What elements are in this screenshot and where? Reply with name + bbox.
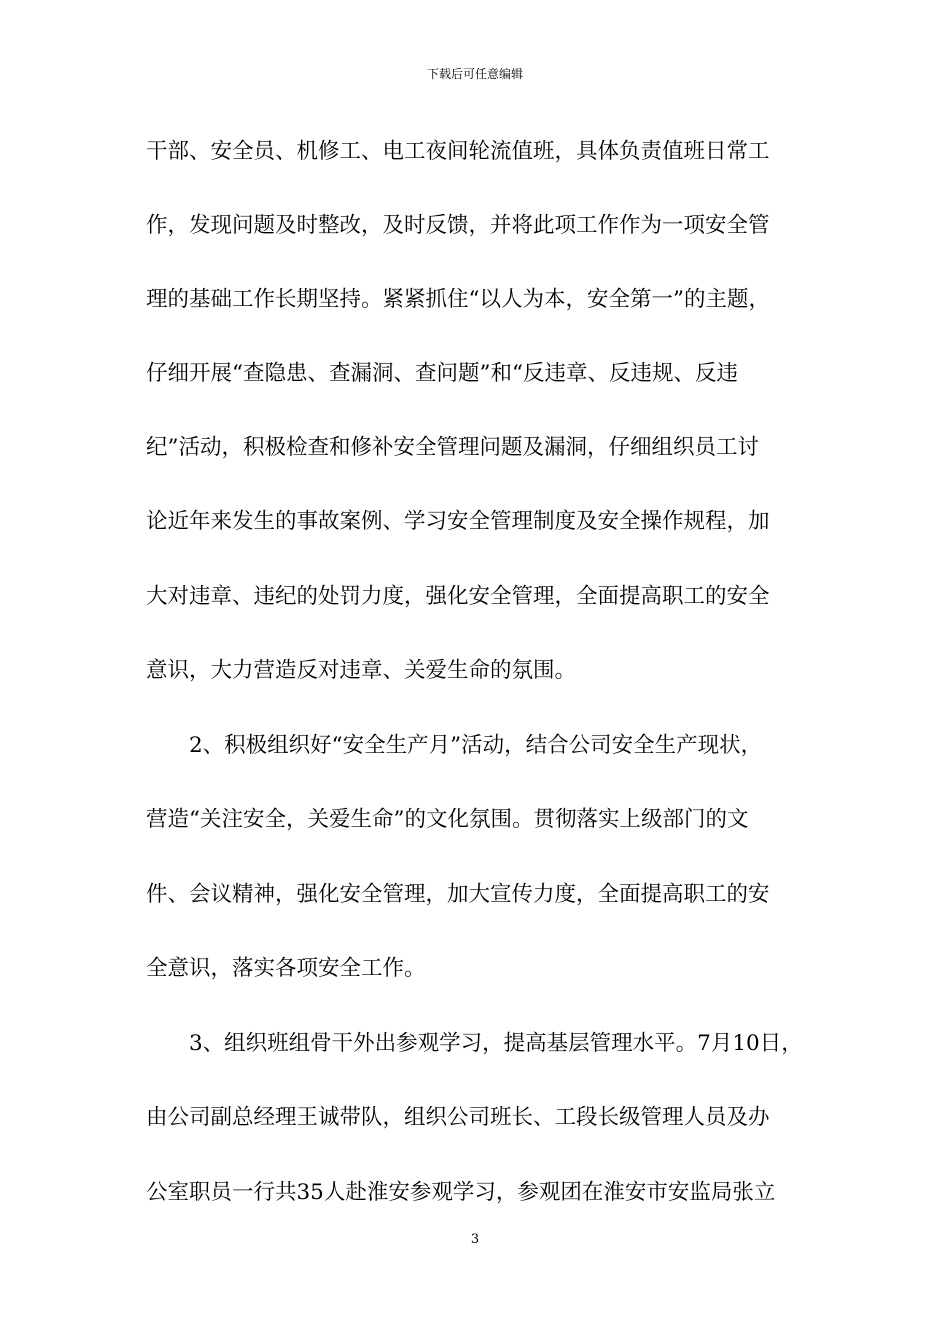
body-line: 纪”活动，积极检查和修补安全管理问题及漏洞，仔细组织员工讨 bbox=[146, 435, 759, 460]
body-line: 件、会议精神，强化安全管理，加大宣传力度，全面提高职工的安 bbox=[146, 882, 770, 907]
page-header: 下载后可任意编辑 bbox=[426, 67, 523, 81]
page-number: 3 bbox=[470, 1232, 480, 1247]
body-line: 大对违章、违纪的处罚力度，强化安全管理，全面提高职工的安全 bbox=[146, 584, 770, 609]
body-line: 论近年来发生的事故案例、学习安全管理制度及安全操作规程，加 bbox=[146, 509, 770, 534]
body-line: 意识，大力营造反对违章、关爱生命的氛围。 bbox=[146, 658, 577, 683]
body-line: 2、积极组织好“安全生产月”活动，结合公司安全生产现状， bbox=[146, 733, 763, 758]
body-line: 全意识，落实各项安全工作。 bbox=[146, 956, 426, 981]
body-line: 由公司副总经理王诚带队，组织公司班长、工段长级管理人员及办 bbox=[146, 1105, 770, 1130]
body-line: 3、组织班组骨干外出参观学习，提高基层管理水平。7月10日， bbox=[146, 1031, 803, 1056]
body-line: 作，发现问题及时整改，及时反馈，并将此项工作作为一项安全管 bbox=[146, 213, 770, 238]
body-line: 营造“关注安全，关爱生命”的文化氛围。贯彻落实上级部门的文 bbox=[146, 807, 749, 832]
body-line: 干部、安全员、机修工、电工夜间轮流值班，具体负责值班日常工 bbox=[146, 139, 770, 164]
body-line: 理的基础工作长期坚持。紧紧抓住“以人为本，安全第一”的主题， bbox=[146, 287, 770, 312]
body-line: 仔细开展“查隐患、查漏洞、查问题”和“反违章、反违规、反违 bbox=[146, 361, 738, 386]
body-line: 公室职员一行共35人赴淮安参观学习，参观团在淮安市安监局张立 bbox=[146, 1180, 776, 1205]
